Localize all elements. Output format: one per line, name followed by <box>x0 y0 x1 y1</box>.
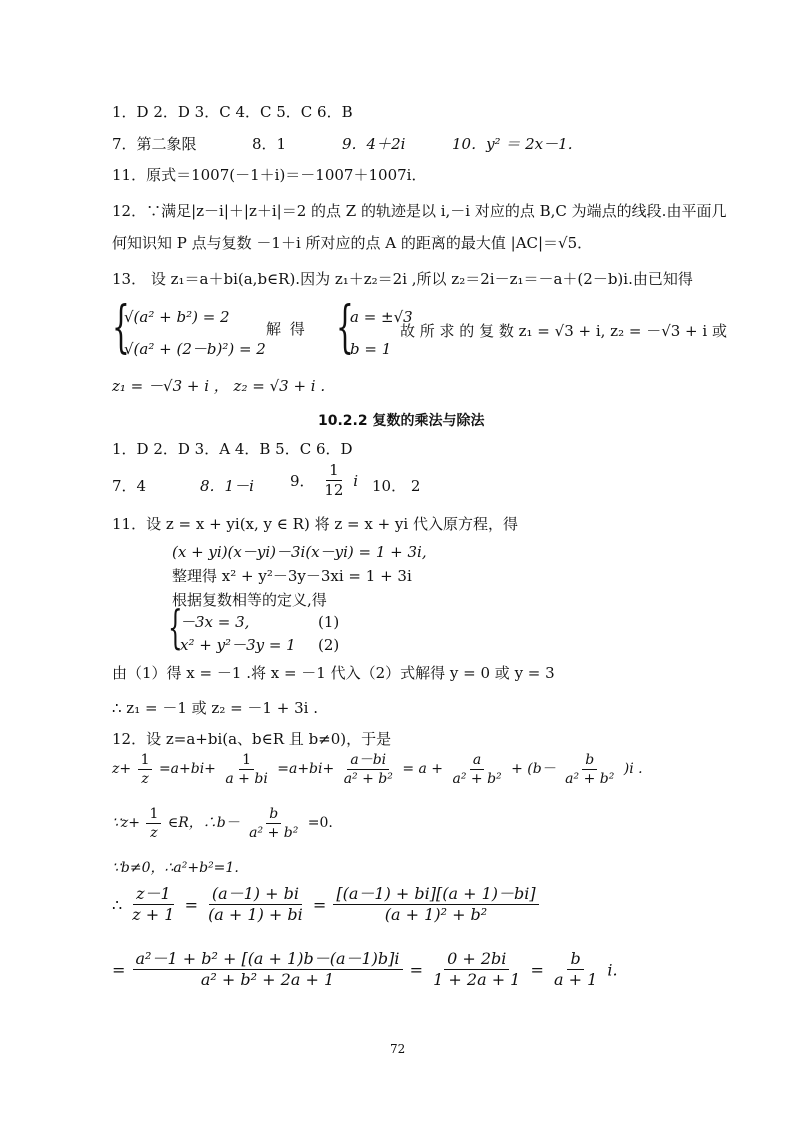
answer-11-line-7: 由（1）得 x = －1 .将 x = －1 代入（2）式解得 y = 0 或 y = 3 <box>112 664 555 682</box>
answers-1-6: 1．D 2．D 3．A 4．B 5．C 6．D <box>112 440 353 458</box>
answer-11-line-8: ∴ z₁ = －1 或 z₂ = －1 + 3i . <box>112 699 318 717</box>
answer-12-line-2: 何知识知 P 点与复数 －1＋i 所对应的点 A 的距离的最大值 |AC|＝√5． <box>112 234 593 252</box>
answer-13-line-1: 13． 设 z₁＝a＋bi(a,b∈R).因为 z₁＋z₂＝2i ,所以 z₂＝2i－z₁＝－a＋(2－b)i.由已知得 <box>112 270 693 288</box>
system-2-row-2: b = 1 <box>350 340 392 358</box>
answer-8: 8．1 <box>252 135 287 153</box>
section-title: 10.2.2 复数的乘法与除法 <box>318 413 485 429</box>
answer-12-line-4: ∵b≠0，∴a²+b²=1. <box>112 860 239 876</box>
left-brace: { <box>168 600 183 654</box>
answers-1-6: 1．D 2．D 3．C 4．C 5．C 6．B <box>112 103 353 121</box>
answer-12-line-1: 12．设 z=a+bi(a、b∈R 且 b≠0)，于是 <box>112 730 392 748</box>
answer-10: 10． 2 <box>372 477 421 495</box>
answer-11-line-4: 根据复数相等的定义,得 <box>172 591 327 609</box>
system-2-row-1: a = ±√3 <box>350 308 413 326</box>
answer-11: 11．原式＝1007(－1＋i)＝－1007＋1007i． <box>112 166 427 184</box>
jiede-label: 解 得 <box>266 320 307 338</box>
left-brace: { <box>112 295 130 360</box>
answer-12-line-5: ∴ $\frac{z-1}{z + 1}$ = $\frac{(a-1) + bi}{(a + 1) + bi}$ = $\frac{[(a-1) + bi][(a + 1)-bi]}{\text{(a + 1)² + b²}}$ <box>112 885 541 925</box>
answer-8: 8．1－i <box>200 477 254 495</box>
system-row-1: －3x = 3, <box>180 613 250 631</box>
answer-13-line-4: z₁ = －√3 + i ， z₂ = √3 + i . <box>112 377 326 395</box>
answer-11-line-3: 整理得 x² + y²－3y－3xi = 1 + 3i <box>172 567 412 585</box>
system-1-row-2: √(a² + (2－b)²) = 2 <box>124 340 266 358</box>
answer-7: 7．4 <box>112 477 147 495</box>
answer-10: 10．y² ＝ 2x－1． <box>452 135 583 153</box>
system-1-row-1: √(a² + b²) = 2 <box>124 308 230 326</box>
answer-11-line-1: 11．设 z = x + yi(x, y ∈ R) 将 z = x + yi 代入原方程，得 <box>112 515 518 533</box>
left-brace: { <box>336 295 354 360</box>
answer-7: 7．第二象限 <box>112 135 197 153</box>
page-number: 72 <box>390 1042 406 1056</box>
answer-12-line-1: 12．∵满足|z－i|＋|z＋i|＝2 的点 Z 的轨迹是以 i,－i 对应的点 B,C 为端点的线段.由平面几 <box>112 202 727 220</box>
answer-9: 9．4＋2i <box>342 135 406 153</box>
answer-12-line-6: = $\frac{\text{a²－1 + b² + [(a + 1)b－(a－1)b]i}}{\text{a² + b² + 2a + 1}}$ = $\frac{0 + 2bi}{1 + 2a + 1}$ = $\frac{b}{a + 1}$ i. <box>112 949 618 990</box>
answer-13-conclusion: 故 所 求 的 复 数 z₁ = √3 + i, z₂ = －√3 + i 或 <box>400 322 727 340</box>
answer-12-equation-1: z+ $\frac{1}{z}$ =a+bi+ $\frac{1}{a + bi}$ =a+bi+ $\frac{a-bi}{\text{a² + b²}}$ = a + $\frac{a}{\text{a² + b²}}$ + (b－ $\frac{b}{\text{a² + b²}}$ )i . <box>112 752 643 788</box>
answer-9: 9． $\frac{1}{12}$ i <box>290 461 359 500</box>
system-row-2: x² + y²－3y = 1 <box>180 636 296 654</box>
equation-tag-1: (1) <box>318 613 340 631</box>
answer-12-line-3: ∵z+ $\frac{1}{z}$ ∈R，∴b－ $\frac{b}{\text{a² + b²}}$ =0. <box>112 806 333 842</box>
answer-11-line-2: (x + yi)(x－yi)－3i(x－yi) = 1 + 3i, <box>172 543 427 561</box>
equation-tag-2: (2) <box>318 636 340 654</box>
